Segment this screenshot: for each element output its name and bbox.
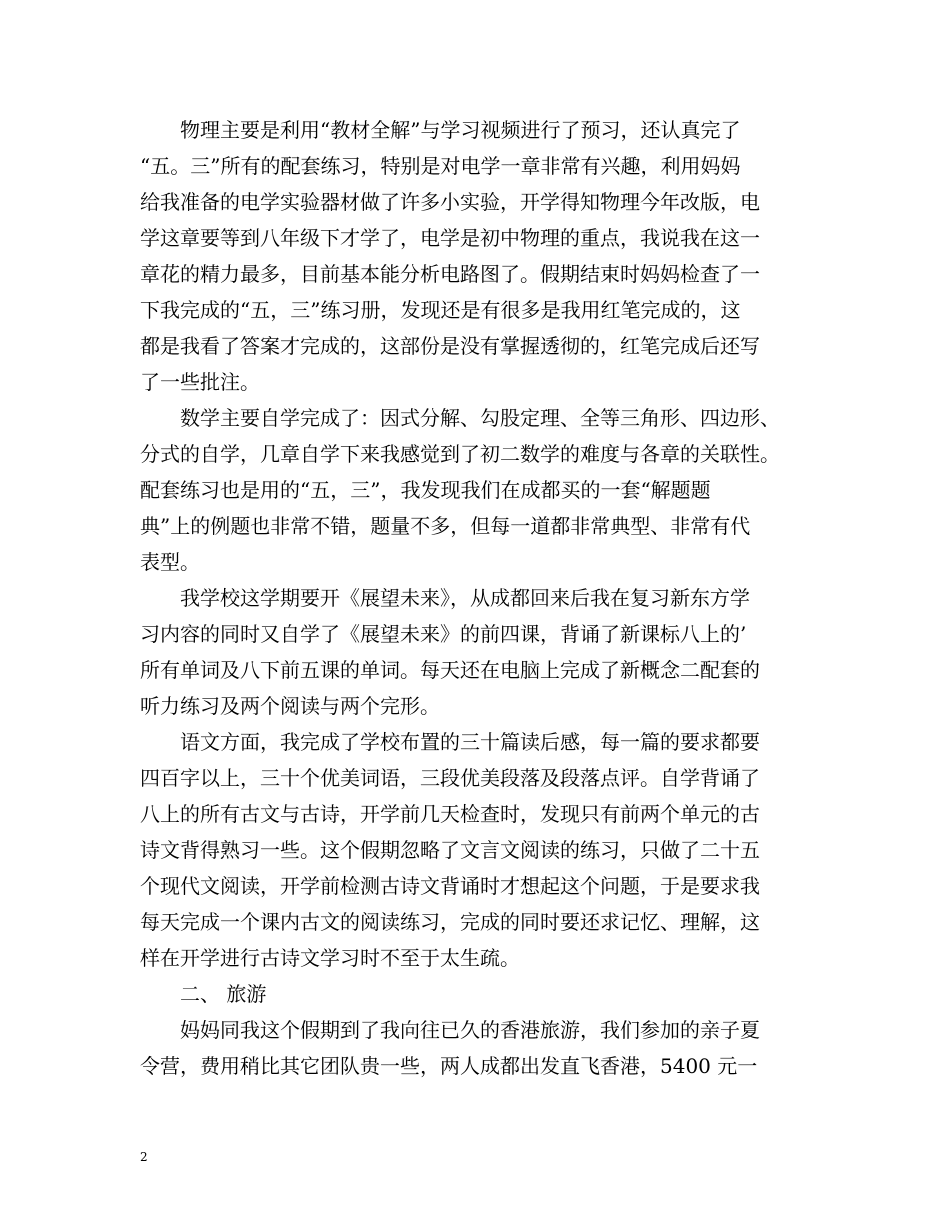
text-line: 四百字以上，三十个优美词语，三段优美段落及段落点评。自学背诵了 xyxy=(140,766,760,790)
text-line: 样在开学进行古诗文学习时不至于太生疏。 xyxy=(140,946,520,970)
text-line: 八上的所有古文与古诗，开学前几天检查时，发现只有前两个单元的古 xyxy=(140,802,760,826)
text-line: 物理主要是利用“教材全解”与学习视频进行了预习，还认真完了 xyxy=(180,118,741,142)
text-line: 个现代文阅读，开学前检测古诗文背诵时才想起这个问题，于是要求我 xyxy=(140,874,760,898)
text-line: 了一些批注。 xyxy=(140,370,260,394)
text-line: “五。三”所有的配套练习，特别是对电学一章非常有兴趣，利用妈妈 xyxy=(140,154,741,178)
text-line: 所有单词及八下前五课的单词。每天还在电脑上完成了新概念二配套的 xyxy=(140,658,760,682)
text-line: 分式的自学，几章自学下来我感觉到了初二数学的难度与各章的关联性。 xyxy=(140,442,780,466)
text-line: 二、 旅游 xyxy=(180,982,267,1006)
text-line: 表型。 xyxy=(140,550,200,574)
text-line: 都是我看了答案才完成的，这部份是没有掌握透彻的，红笔完成后还写 xyxy=(140,334,760,358)
document-body xyxy=(140,112,820,1084)
text-line: 习内容的同时又自学了《展望未来》的前四课，背诵了新课标八上的’ xyxy=(140,622,747,646)
text-line: 诗文背得熟习一些。这个假期忽略了文言文阅读的练习，只做了二十五 xyxy=(140,838,760,862)
text-line: 令营，费用稍比其它团队贵一些，两人成都出发直飞香港，5400 元一 xyxy=(140,1054,758,1078)
text-line: 语文方面，我完成了学校布置的三十篇读后感，每一篇的要求都要 xyxy=(180,730,760,754)
page-number: 2 xyxy=(140,1150,148,1164)
text-line: 学这章要等到八年级下才学了，电学是初中物理的重点，我说我在这一 xyxy=(140,226,760,250)
text-line: 给我准备的电学实验器材做了许多小实验，开学得知物理今年改版，电 xyxy=(140,190,760,214)
text-line: 配套练习也是用的“五，三”，我发现我们在成都买的一套“解题题 xyxy=(140,478,711,502)
text-line: 每天完成一个课内古文的阅读练习，完成的同时要还求记忆、理解，这 xyxy=(140,910,760,934)
text-line: 典”上的例题也非常不错，题量不多，但每一道都非常典型、非常有代 xyxy=(140,514,751,538)
text-line: 听力练习及两个阅读与两个完形。 xyxy=(140,694,440,718)
text-line: 妈妈同我这个假期到了我向往已久的香港旅游，我们参加的亲子夏 xyxy=(180,1018,760,1042)
text-line: 我学校这学期要开《展望未来》，从成都回来后我在复习新东方学 xyxy=(180,586,750,610)
text-line: 数学主要自学完成了：因式分解、勾股定理、全等三角形、四边形、 xyxy=(180,406,780,430)
text-line: 下我完成的“五，三”练习册，发现还是有很多是我用红笔完成的，这 xyxy=(140,298,741,322)
text-line: 章花的精力最多，目前基本能分析电路图了。假期结束时妈妈检查了一 xyxy=(140,262,760,286)
